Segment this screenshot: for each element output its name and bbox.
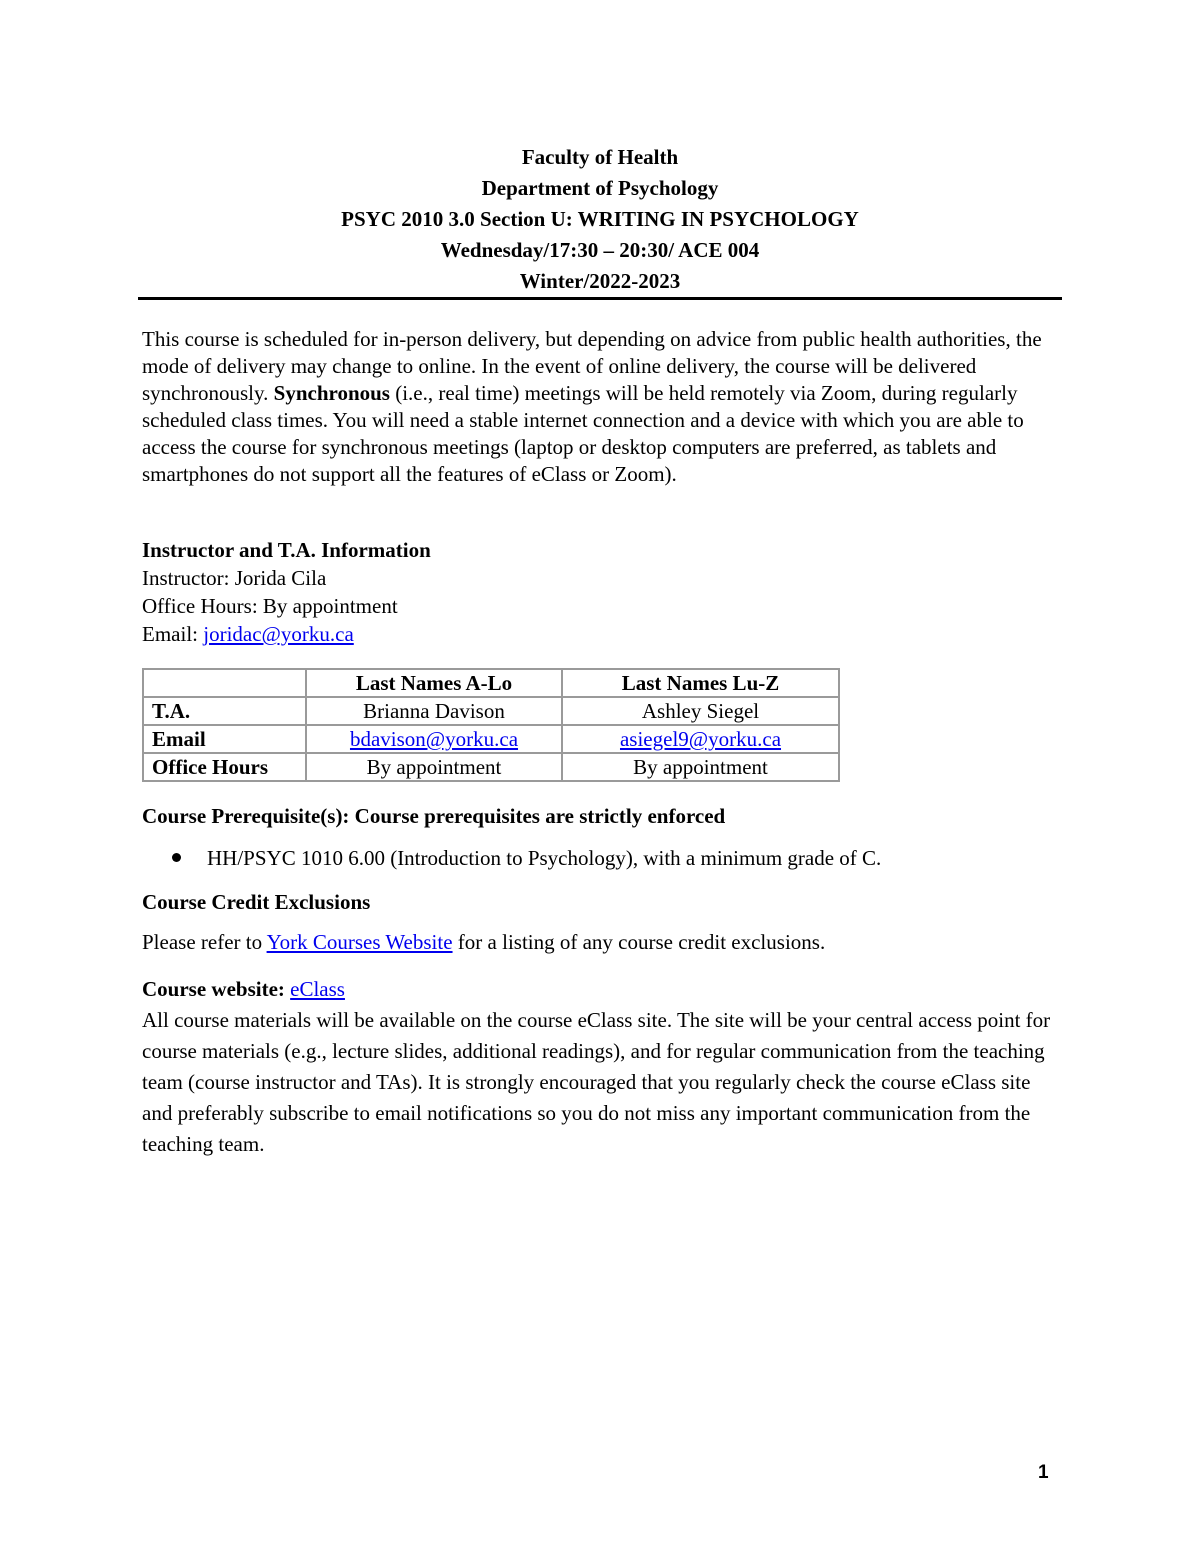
course-term: Winter/2022-2023 xyxy=(519,269,681,293)
email-label: Email: xyxy=(142,622,204,646)
table-header-cell: Last Names A-Lo xyxy=(306,669,562,697)
ta-table xyxy=(142,668,840,782)
bullet-icon xyxy=(172,853,181,862)
row-label: Email xyxy=(143,725,306,753)
website-heading: Course website: xyxy=(142,977,291,1001)
table-cell xyxy=(306,725,562,753)
table-header-cell: Last Names Lu-Z xyxy=(562,669,839,697)
header-divider xyxy=(138,297,1062,300)
instructor-email-line xyxy=(142,620,1062,648)
table-cell: By appointment xyxy=(562,753,839,781)
website-paragraph: All course materials will be available on the course eClass site. The site will be your central access point for course materials (e.g., lecture slides, additional readings), and for regular communication from the teaching team (course instructor and TAs). It is strongly encouraged that you regularly check the course eClass site and preferably subscribe to email notifications so you do not miss any important communication from the teaching team. xyxy=(142,1008,1051,1156)
page-number: 1 xyxy=(1038,1462,1049,1483)
table-cell: Ashley Siegel xyxy=(562,697,839,725)
department-title: Department of Psychology xyxy=(481,176,719,200)
prerequisites-heading: Course Prerequisite(s): Course prerequisites are strictly enforced xyxy=(142,804,726,828)
exclusions-text xyxy=(142,928,1062,956)
course-title: PSYC 2010 3.0 Section U: WRITING IN PSYCHOLOGY xyxy=(341,207,859,231)
table-cell xyxy=(562,725,839,753)
faculty-title: Faculty of Health xyxy=(521,145,679,169)
instructor-email-link[interactable]: joridac@yorku.ca xyxy=(203,622,354,646)
exclusions-text-before: Please refer to xyxy=(142,930,267,954)
delivery-text-2: (i.e., real time) meetings will be held remotely via Zoom, during regularly scheduled class times. You will need a stable internet connection and a device with which you are able to access the course for synchronous meetings (laptop or desktop computers are preferred, as tablets and smartphones do not support all the features of eClass or Zoom). xyxy=(142,381,1024,486)
table-row xyxy=(143,697,839,725)
instructor-heading: Instructor and T.A. Information xyxy=(142,538,431,562)
list-item xyxy=(172,844,1052,872)
table-cell: Brianna Davison xyxy=(306,697,562,725)
ta-email-link[interactable]: asiegel9@yorku.ca xyxy=(619,727,782,751)
instructor-section xyxy=(142,536,1062,648)
delivery-paragraph xyxy=(142,326,1062,488)
synchronous-term: Synchronous xyxy=(273,381,390,405)
york-courses-link[interactable]: York Courses Website xyxy=(266,930,453,954)
delivery-text-1: This course is scheduled for in-person delivery, but depending on advice from public health authorities, the mode of delivery may change to online. In the event of online delivery, the course will be delivered synchronously. xyxy=(142,327,1042,405)
table-row xyxy=(143,753,839,781)
table-header-cell xyxy=(143,669,306,697)
instructor-office-hours: Office Hours: By appointment xyxy=(142,594,398,618)
website-section xyxy=(142,974,1062,1160)
row-label: T.A. xyxy=(143,697,306,725)
table-header-row xyxy=(143,669,839,697)
course-schedule: Wednesday/17:30 – 20:30/ ACE 004 xyxy=(440,238,760,262)
instructor-name: Instructor: Jorida Cila xyxy=(142,566,327,590)
row-label: Office Hours xyxy=(143,753,306,781)
table-cell: By appointment xyxy=(306,753,562,781)
table-row xyxy=(143,725,839,753)
website-heading-line xyxy=(142,974,1062,1005)
document-header xyxy=(138,142,1062,297)
exclusions-text-after: for a listing of any course credit exclusions. xyxy=(452,930,826,954)
prerequisite-text: HH/PSYC 1010 6.00 (Introduction to Psychology), with a minimum grade of C. xyxy=(207,846,882,870)
eclass-link[interactable]: eClass xyxy=(290,977,345,1001)
ta-email-link[interactable]: bdavison@yorku.ca xyxy=(349,727,519,751)
exclusions-heading: Course Credit Exclusions xyxy=(142,890,371,914)
